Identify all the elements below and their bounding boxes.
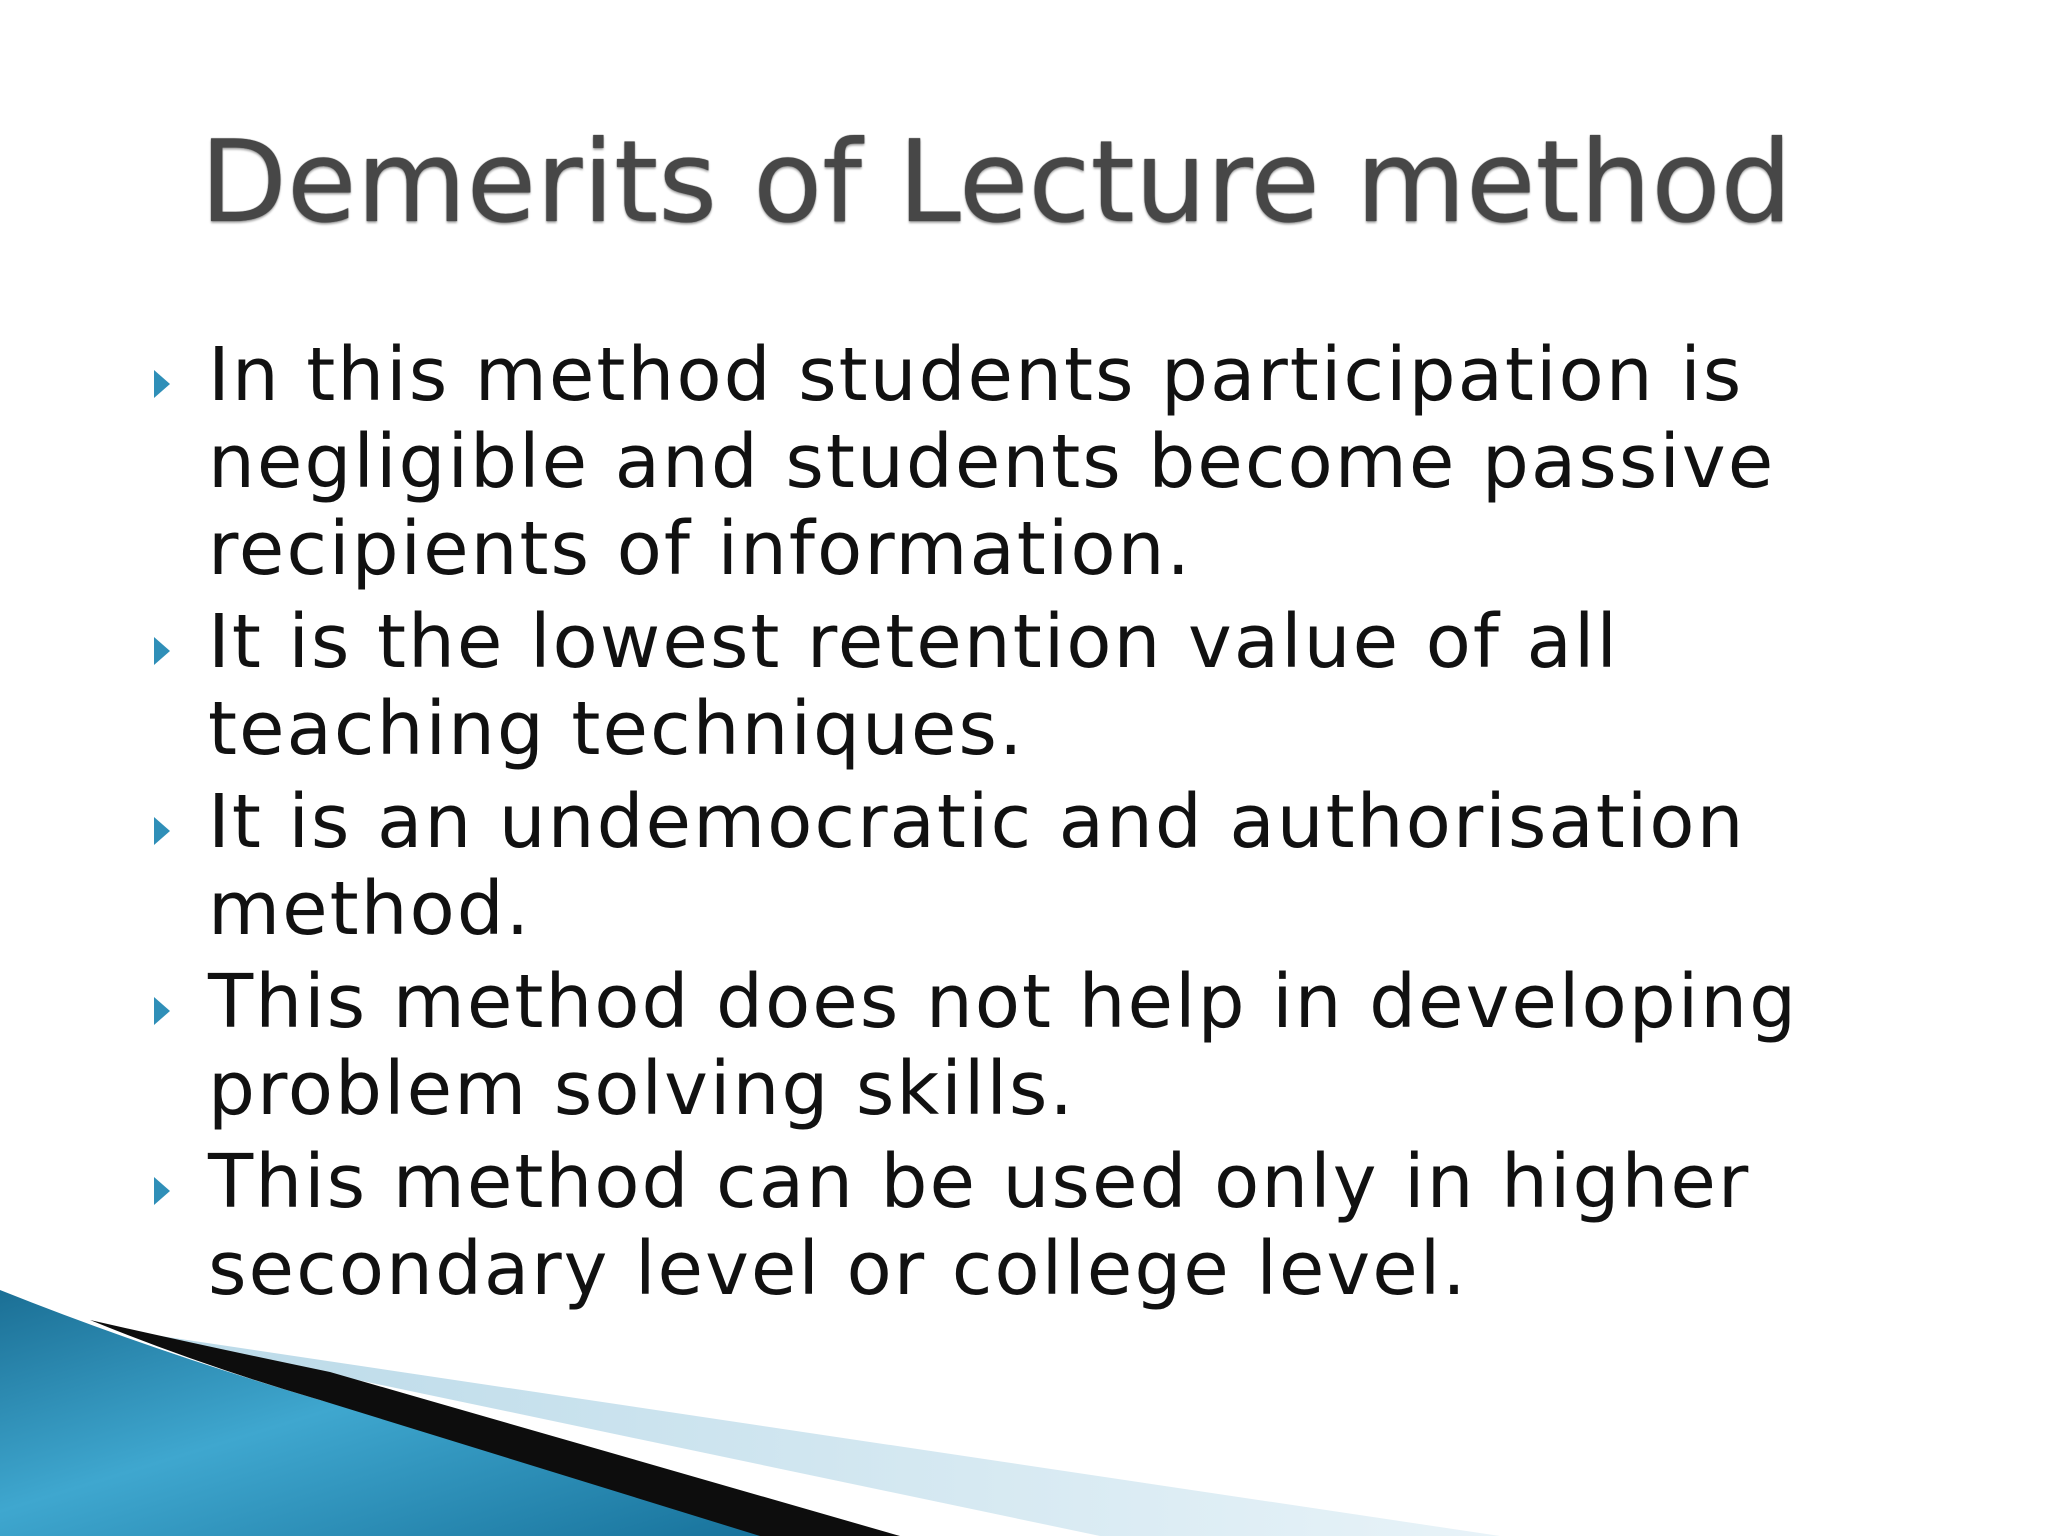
bullet-text: In this method students participation is negligible and students become passive recipients of information. bbox=[208, 332, 1776, 592]
bullet-text: This method does not help in developing problem solving skills. bbox=[208, 959, 1799, 1132]
bullet-text: It is the lowest retention value of all teaching techniques. bbox=[208, 599, 1619, 772]
slide-title: Demerits of Lecture method bbox=[200, 116, 1793, 248]
bullet-text: It is an undemocratic and authorisation method. bbox=[208, 779, 1746, 952]
bullet-text: This method can be used only in higher secondary level or college level. bbox=[208, 1139, 1751, 1312]
